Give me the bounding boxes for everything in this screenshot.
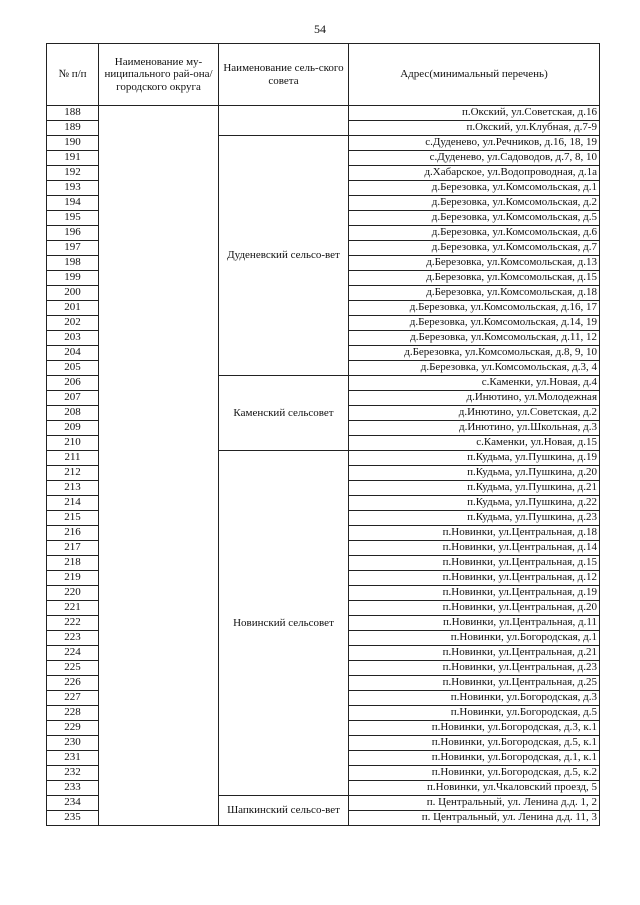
address-cell: п.Новинки, ул.Богородская, д.3 bbox=[349, 691, 600, 706]
row-number: 230 bbox=[47, 736, 99, 751]
table-body bbox=[47, 106, 600, 826]
row-number: 207 bbox=[47, 391, 99, 406]
row-number: 205 bbox=[47, 361, 99, 376]
row-number: 227 bbox=[47, 691, 99, 706]
address-cell: д.Березовка, ул.Комсомольская, д.7 bbox=[349, 241, 600, 256]
row-number: 194 bbox=[47, 196, 99, 211]
address-cell: д.Березовка, ул.Комсомольская, д.14, 19 bbox=[349, 316, 600, 331]
header-district: Наименование му-ниципального рай-она/ городского округа bbox=[99, 44, 219, 106]
address-cell: п.Кудьма, ул.Пушкина, д.23 bbox=[349, 511, 600, 526]
row-number: 218 bbox=[47, 556, 99, 571]
address-cell: п.Новинки, ул.Центральная, д.14 bbox=[349, 541, 600, 556]
address-cell: п.Новинки, ул.Богородская, д.3, к.1 bbox=[349, 721, 600, 736]
row-number: 210 bbox=[47, 436, 99, 451]
address-cell: п.Новинки, ул.Богородская, д.5, к.2 bbox=[349, 766, 600, 781]
address-cell: п.Новинки, ул.Богородская, д.1 bbox=[349, 631, 600, 646]
row-number: 197 bbox=[47, 241, 99, 256]
address-cell: п.Новинки, ул.Богородская, д.5 bbox=[349, 706, 600, 721]
address-cell: д.Березовка, ул.Комсомольская, д.11, 12 bbox=[349, 331, 600, 346]
row-number: 192 bbox=[47, 166, 99, 181]
address-cell: п.Новинки, ул.Центральная, д.18 bbox=[349, 526, 600, 541]
row-number: 229 bbox=[47, 721, 99, 736]
council-cell: Каменский сельсовет bbox=[219, 376, 349, 451]
row-number: 213 bbox=[47, 481, 99, 496]
council-cell: Новинский сельсовет bbox=[219, 451, 349, 796]
address-cell: с.Дуденево, ул.Речников, д.16, 18, 19 bbox=[349, 136, 600, 151]
row-number: 209 bbox=[47, 421, 99, 436]
row-number: 232 bbox=[47, 766, 99, 781]
address-cell: с.Каменки, ул.Новая, д.15 bbox=[349, 436, 600, 451]
row-number: 190 bbox=[47, 136, 99, 151]
row-number: 201 bbox=[47, 301, 99, 316]
address-cell: д.Инютино, ул.Школьная, д.3 bbox=[349, 421, 600, 436]
row-number: 223 bbox=[47, 631, 99, 646]
page-number: 54 bbox=[314, 22, 326, 36]
address-cell: п.Новинки, ул.Центральная, д.15 bbox=[349, 556, 600, 571]
address-cell: п.Новинки, ул.Центральная, д.20 bbox=[349, 601, 600, 616]
row-number: 225 bbox=[47, 661, 99, 676]
header-council: Наименование сель-ского совета bbox=[219, 44, 349, 106]
row-number: 233 bbox=[47, 781, 99, 796]
row-number: 204 bbox=[47, 346, 99, 361]
address-cell: п.Новинки, ул.Центральная, д.23 bbox=[349, 661, 600, 676]
address-cell: п.Окский, ул.Клубная, д.7-9 bbox=[349, 121, 600, 136]
address-cell: д.Березовка, ул.Комсомольская, д.6 bbox=[349, 226, 600, 241]
address-cell: д.Березовка, ул.Комсомольская, д.8, 9, 10 bbox=[349, 346, 600, 361]
council-cell: Шапкинский сельсо-вет bbox=[219, 796, 349, 826]
row-number: 191 bbox=[47, 151, 99, 166]
row-number: 231 bbox=[47, 751, 99, 766]
address-table bbox=[46, 43, 600, 826]
row-number: 208 bbox=[47, 406, 99, 421]
address-cell: п.Новинки, ул.Центральная, д.11 bbox=[349, 616, 600, 631]
address-cell: д.Березовка, ул.Комсомольская, д.16, 17 bbox=[349, 301, 600, 316]
row-number: 235 bbox=[47, 811, 99, 826]
row-number: 228 bbox=[47, 706, 99, 721]
row-number: 196 bbox=[47, 226, 99, 241]
address-cell: д.Березовка, ул.Комсомольская, д.2 bbox=[349, 196, 600, 211]
council-cell bbox=[219, 106, 349, 136]
address-cell: с.Дуденево, ул.Садоводов, д.7, 8, 10 bbox=[349, 151, 600, 166]
row-number: 200 bbox=[47, 286, 99, 301]
row-number: 219 bbox=[47, 571, 99, 586]
row-number: 193 bbox=[47, 181, 99, 196]
row-number: 212 bbox=[47, 466, 99, 481]
row-number: 215 bbox=[47, 511, 99, 526]
district-cell bbox=[99, 106, 219, 826]
row-number: 203 bbox=[47, 331, 99, 346]
address-cell: п.Кудьма, ул.Пушкина, д.22 bbox=[349, 496, 600, 511]
address-cell: п.Новинки, ул.Центральная, д.19 bbox=[349, 586, 600, 601]
address-cell: п.Кудьма, ул.Пушкина, д.20 bbox=[349, 466, 600, 481]
address-cell: д.Березовка, ул.Комсомольская, д.13 bbox=[349, 256, 600, 271]
address-cell: д.Березовка, ул.Комсомольская, д.1 bbox=[349, 181, 600, 196]
row-number: 217 bbox=[47, 541, 99, 556]
address-cell: п.Новинки, ул.Центральная, д.25 bbox=[349, 676, 600, 691]
council-cell: Дуденевский сельсо-вет bbox=[219, 136, 349, 376]
row-number: 222 bbox=[47, 616, 99, 631]
row-number: 189 bbox=[47, 121, 99, 136]
row-number: 214 bbox=[47, 496, 99, 511]
address-cell: д.Хабарское, ул.Водопроводная, д.1а bbox=[349, 166, 600, 181]
row-number: 224 bbox=[47, 646, 99, 661]
row-number: 202 bbox=[47, 316, 99, 331]
row-number: 195 bbox=[47, 211, 99, 226]
address-cell: п.Новинки, ул.Богородская, д.1, к.1 bbox=[349, 751, 600, 766]
row-number: 199 bbox=[47, 271, 99, 286]
address-cell: п.Новинки, ул.Центральная, д.21 bbox=[349, 646, 600, 661]
address-cell: д.Инютино, ул.Молодежная bbox=[349, 391, 600, 406]
row-number: 188 bbox=[47, 106, 99, 121]
row-number: 234 bbox=[47, 796, 99, 811]
header-address: Адрес(минимальный перечень) bbox=[349, 44, 600, 106]
table-header-row bbox=[47, 44, 600, 106]
header-num: № п/п bbox=[47, 44, 99, 106]
row-number: 216 bbox=[47, 526, 99, 541]
address-cell: п.Кудьма, ул.Пушкина, д.19 bbox=[349, 451, 600, 466]
row-number: 206 bbox=[47, 376, 99, 391]
address-cell: п. Центральный, ул. Ленина д.д. 11, 3 bbox=[349, 811, 600, 826]
address-cell: п.Новинки, ул.Чкаловский проезд, 5 bbox=[349, 781, 600, 796]
row-number: 221 bbox=[47, 601, 99, 616]
row-number: 226 bbox=[47, 676, 99, 691]
row-number: 198 bbox=[47, 256, 99, 271]
address-cell: п.Кудьма, ул.Пушкина, д.21 bbox=[349, 481, 600, 496]
address-cell: с.Каменки, ул.Новая, д.4 bbox=[349, 376, 600, 391]
row-number: 211 bbox=[47, 451, 99, 466]
address-cell: п.Новинки, ул.Богородская, д.5, к.1 bbox=[349, 736, 600, 751]
address-cell: д.Березовка, ул.Комсомольская, д.18 bbox=[349, 286, 600, 301]
row-number: 220 bbox=[47, 586, 99, 601]
address-cell: д.Инютино, ул.Советская, д.2 bbox=[349, 406, 600, 421]
address-cell: п. Центральный, ул. Ленина д.д. 1, 2 bbox=[349, 796, 600, 811]
address-cell: д.Березовка, ул.Комсомольская, д.5 bbox=[349, 211, 600, 226]
address-cell: п.Окский, ул.Советская, д.16 bbox=[349, 106, 600, 121]
address-cell: д.Березовка, ул.Комсомольская, д.15 bbox=[349, 271, 600, 286]
address-cell: п.Новинки, ул.Центральная, д.12 bbox=[349, 571, 600, 586]
table-row bbox=[47, 106, 600, 121]
address-cell: д.Березовка, ул.Комсомольская, д.3, 4 bbox=[349, 361, 600, 376]
